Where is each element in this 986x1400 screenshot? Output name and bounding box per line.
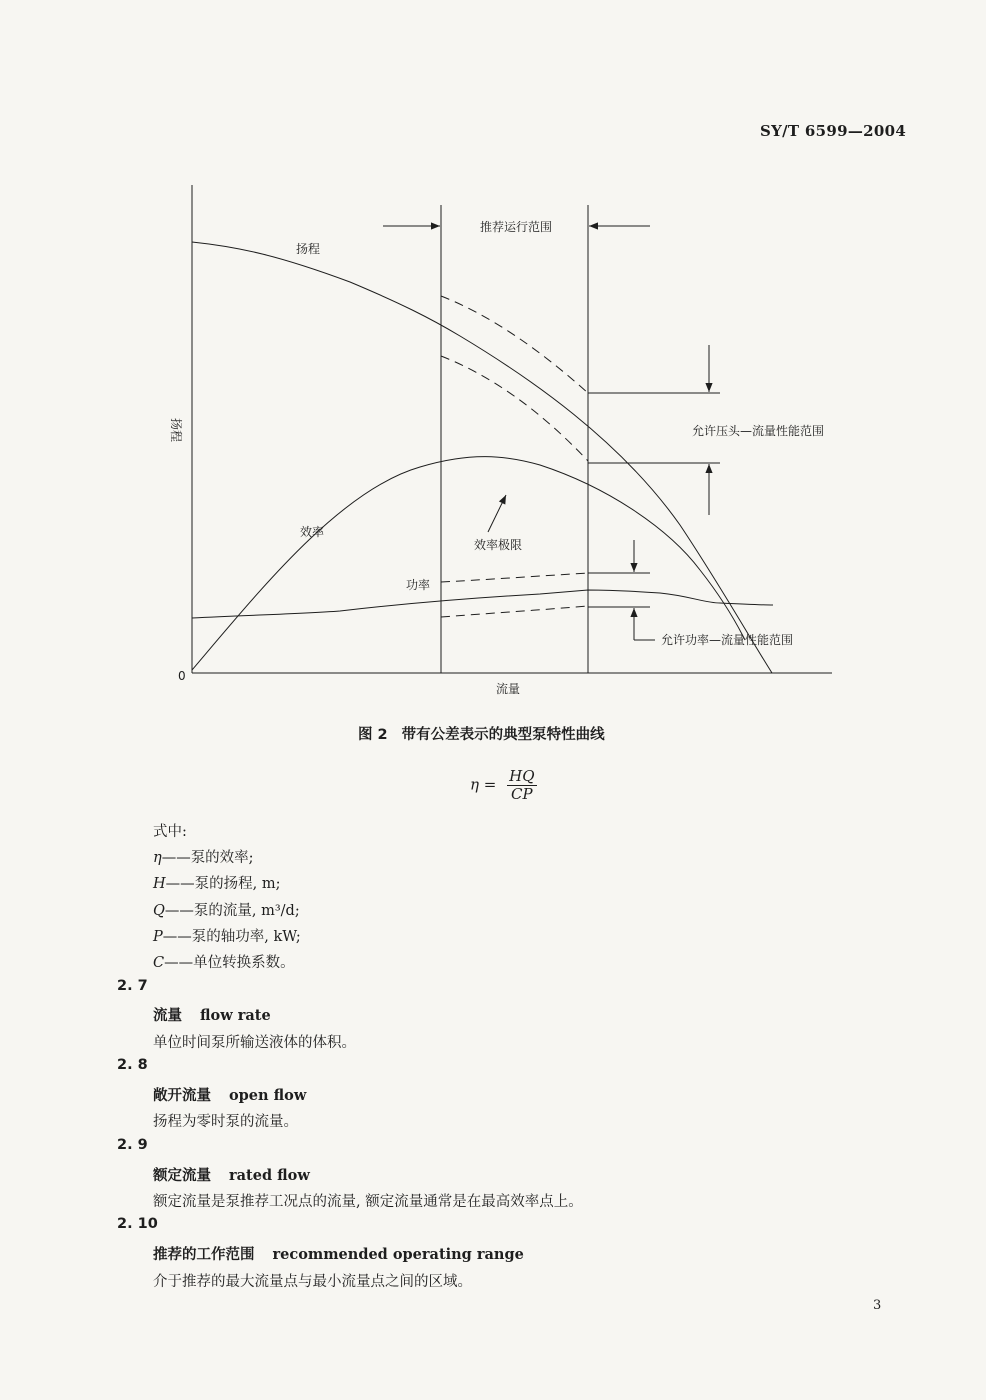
term-zh: 流量	[153, 1008, 182, 1024]
power-curve	[192, 590, 773, 618]
term-definition: 额定流量是泵推荐工况点的流量, 额定流量通常是在最高效率点上。	[153, 1194, 583, 1210]
term-zh: 额定流量	[153, 1168, 211, 1184]
page-number: 3	[873, 1298, 882, 1313]
where-item	[153, 925, 301, 946]
head-curve-label: 扬程	[296, 242, 321, 256]
section-number: 2. 10	[117, 1216, 158, 1232]
term-definition: 单位时间泵所输送液体的体积。	[153, 1035, 356, 1051]
term-definition: 介于推荐的最大流量点与最小流量点之间的区域。	[153, 1274, 472, 1290]
term-definition: 扬程为零时泵的流量。	[153, 1114, 298, 1130]
where-intro: 式中:	[153, 824, 187, 840]
term-heading	[153, 1004, 271, 1025]
term-en: recommended operating range	[272, 1246, 524, 1263]
efficiency-curve-label: 效率	[300, 525, 325, 539]
x-axis-label: 流量	[495, 682, 521, 696]
head-tolerance-label: 允许压头—流量性能范围	[692, 424, 825, 438]
term-en: rated flow	[229, 1167, 310, 1184]
section-number: 2. 7	[117, 978, 148, 994]
where-text: ——泵的效率;	[161, 850, 254, 866]
section-number: 2. 9	[117, 1137, 148, 1153]
standard-code: SY/T 6599—2004	[760, 122, 907, 140]
term-zh: 推荐的工作范围	[153, 1247, 255, 1263]
efficiency-limit-label: 效率极限	[474, 538, 523, 552]
where-symbol: Q	[153, 903, 165, 919]
formula-denominator: CP	[511, 785, 533, 803]
term-heading	[153, 1084, 306, 1105]
term-zh: 敞开流量	[153, 1088, 211, 1104]
formula-lhs: η	[470, 775, 479, 794]
term-en: flow rate	[200, 1007, 271, 1024]
efficiency-limit-arrow	[488, 495, 506, 532]
formula-numerator: HQ	[509, 767, 535, 785]
where-item	[153, 872, 281, 893]
where-text: ——单位转换系数。	[164, 955, 295, 971]
section-number: 2. 8	[117, 1057, 148, 1073]
where-symbol: P	[153, 929, 163, 945]
where-item	[153, 951, 295, 972]
power-lower-tolerance	[441, 606, 588, 617]
efficiency-formula	[470, 768, 537, 803]
recommended-range-label: 推荐运行范围	[480, 220, 553, 234]
figure-caption	[358, 723, 605, 744]
term-en: open flow	[229, 1087, 307, 1104]
power-curve-label: 功率	[406, 578, 431, 592]
where-text: ——泵的扬程, m;	[165, 876, 281, 892]
where-symbol: H	[153, 876, 166, 892]
figure-number: 图 2	[358, 727, 388, 743]
power-tolerance-label: 允许功率—流量性能范围	[661, 633, 794, 647]
term-heading	[153, 1243, 524, 1264]
power-upper-tolerance	[441, 573, 588, 582]
formula-equals: =	[483, 775, 497, 794]
y-axis-label: 扬程	[169, 417, 183, 443]
formula-fraction	[507, 768, 536, 803]
where-symbol: η	[153, 850, 162, 866]
head-upper-tolerance	[441, 296, 588, 393]
figure-title: 带有公差表示的典型泵特性曲线	[401, 727, 605, 743]
head-curve	[192, 242, 772, 673]
origin-label: 0	[178, 669, 186, 683]
where-text: ——泵的流量, m³/d;	[164, 903, 300, 919]
term-heading	[153, 1164, 310, 1185]
where-symbol: C	[153, 955, 165, 971]
where-text: ——泵的轴功率, kW;	[162, 929, 301, 945]
where-item	[153, 846, 254, 867]
where-item	[153, 899, 300, 920]
